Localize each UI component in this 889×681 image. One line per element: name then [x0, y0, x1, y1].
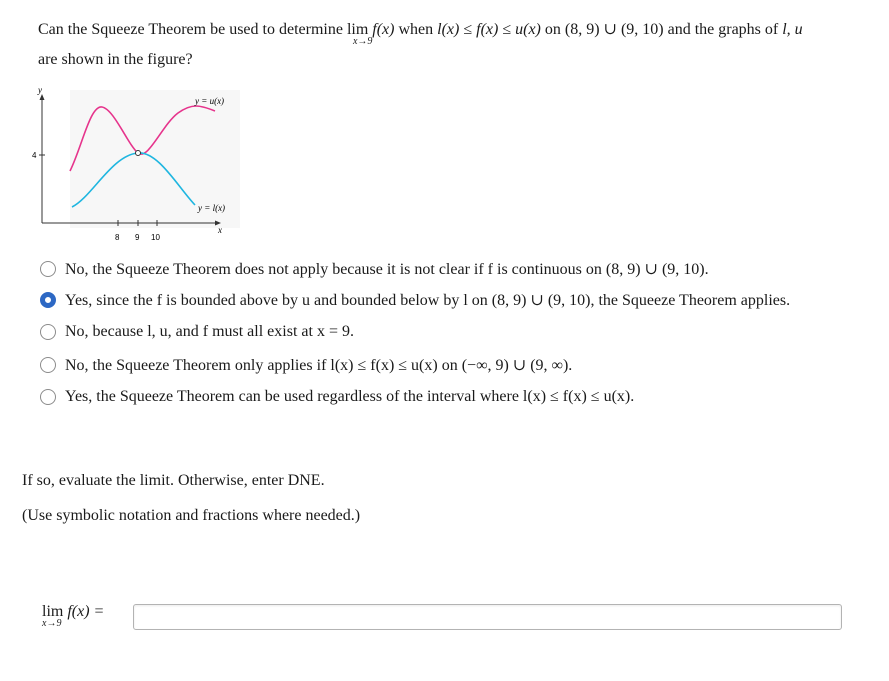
- y-tick-label: 4: [32, 151, 37, 160]
- question-vars: l, u: [782, 21, 803, 38]
- option-label: No, because l, u, and f must all exist at x = 9.: [65, 323, 354, 340]
- option-5[interactable]: [40, 386, 634, 408]
- option-2[interactable]: [40, 289, 790, 311]
- question-when: when: [398, 21, 434, 38]
- answer-lim-word: lim: [42, 603, 64, 620]
- option-label: No, the Squeeze Theorem does not apply because it is not clear if f is continuous on (8, 9) ∪ (9, 10).: [65, 261, 709, 278]
- lim-word: lim: [346, 21, 369, 38]
- instruction-line-1: If so, evaluate the limit. Otherwise, enter DNE.: [22, 472, 325, 489]
- answer-label: [42, 603, 105, 629]
- inequality: l(x) ≤ f(x) ≤ u(x): [437, 21, 541, 38]
- option-1[interactable]: [40, 258, 709, 280]
- y-axis-label: y: [38, 85, 42, 95]
- limit-notation: [346, 21, 373, 47]
- answer-expression: f(x) =: [67, 603, 105, 620]
- answer-input[interactable]: [133, 604, 842, 630]
- x-tick-label-8: 8: [115, 233, 120, 242]
- answer-limit-notation: [42, 603, 64, 629]
- x-tick-label-9: 9: [135, 233, 140, 242]
- x-tick-label-10: 10: [151, 233, 160, 242]
- radio-button[interactable]: [40, 292, 56, 308]
- x-axis-label: x: [218, 225, 222, 235]
- radio-button[interactable]: [40, 389, 56, 405]
- radio-button[interactable]: [40, 357, 56, 373]
- radio-button[interactable]: [40, 261, 56, 277]
- function-f: f(x): [372, 21, 395, 38]
- question-prefix: Can the Squeeze Theorem be used to determine: [38, 21, 343, 38]
- answer-lim-subscript: x→9: [42, 618, 62, 629]
- option-3[interactable]: [40, 321, 354, 343]
- option-label: No, the Squeeze Theorem only applies if l(x) ≤ f(x) ≤ u(x) on (−∞, 9) ∪ (9, ∞).: [65, 357, 573, 374]
- instruction-line-2: (Use symbolic notation and fractions where needed.): [22, 507, 361, 524]
- upper-curve-label: y = u(x): [195, 96, 225, 106]
- question-line-2: are shown in the figure?: [38, 51, 193, 68]
- question-line-1: [38, 19, 803, 47]
- question-interval: on (8, 9) ∪ (9, 10) and the graphs of: [544, 21, 779, 38]
- lim-subscript: x→9: [352, 36, 373, 47]
- option-4[interactable]: [40, 354, 572, 376]
- squeeze-figure: [30, 85, 260, 245]
- radio-button[interactable]: [40, 324, 56, 340]
- lower-curve-label: y = l(x): [198, 203, 226, 213]
- option-label: Yes, since the f is bounded above by u and bounded below by l on (8, 9) ∪ (9, 10), the Squeeze Theorem applies.: [65, 292, 791, 309]
- open-circle-marker: [136, 151, 141, 156]
- option-label: Yes, the Squeeze Theorem can be used regardless of the interval where l(x) ≤ f(x) ≤ u(x).: [65, 388, 635, 405]
